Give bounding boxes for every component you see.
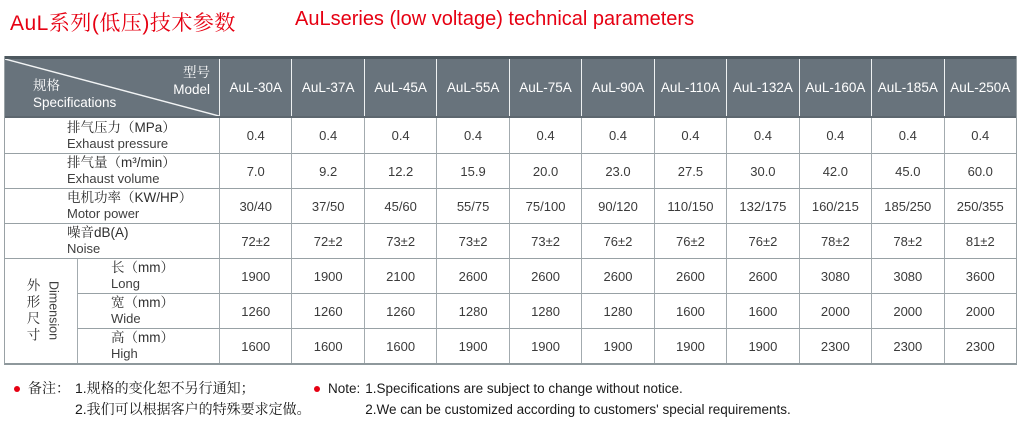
value-cell: 1280 [581,293,653,328]
value-cell: 7.0 [219,153,291,188]
model-header-cell: AuL-45A [364,59,436,116]
value-cell: 2300 [871,328,943,363]
note-en-lines [365,378,791,420]
value-cell: 1900 [581,328,653,363]
value-cell: 0.4 [799,118,871,153]
value-cell: 185/250 [871,188,943,223]
model-header-cell: AuL-90A [581,59,653,116]
value-cell: 27.5 [654,153,726,188]
value-cell: 2000 [944,293,1016,328]
dimension-sub-label [77,328,219,363]
value-cell: 0.4 [944,118,1016,153]
value-cell: 132/175 [726,188,798,223]
row-label-zh: 排气量（m³/min） [67,155,176,170]
value-cell: 72±2 [219,223,291,258]
value-cell: 76±2 [726,223,798,258]
row-label-zh: 宽（mm） [111,295,174,310]
row-label [5,153,219,188]
row-label-en: High [111,346,138,361]
model-header-cell: AuL-185A [871,59,943,116]
dimension-label-zh: 外形尺寸 [24,278,40,344]
note-zh-label: 备注： [28,380,70,396]
value-cell: 1900 [509,328,581,363]
value-cell: 0.4 [364,118,436,153]
model-header-cell: AuL-75A [509,59,581,116]
value-cell: 1600 [219,328,291,363]
dimension-sub-label [77,293,219,328]
model-header-cell: AuL-30A [219,59,291,116]
corner-spec-zh: 规格 [33,78,60,93]
corner-spec-en: Specifications [33,95,117,110]
value-cell: 9.2 [291,153,363,188]
value-cell: 1900 [726,328,798,363]
value-cell: 73±2 [436,223,508,258]
bullet-icon [314,386,320,392]
value-cell: 3600 [944,258,1016,293]
value-cell: 0.4 [436,118,508,153]
spec-table [4,56,1017,365]
value-cell: 30.0 [726,153,798,188]
value-cell: 0.4 [509,118,581,153]
corner-spec-label [33,77,116,111]
row-label-zh: 长（mm） [111,260,174,275]
value-cell: 45/60 [364,188,436,223]
dimension-group-label [5,258,77,363]
value-cell: 81±2 [944,223,1016,258]
value-cell: 2000 [799,293,871,328]
row-label-en: Motor power [67,206,140,221]
value-cell: 0.4 [291,118,363,153]
value-cell: 20.0 [509,153,581,188]
value-cell: 2300 [944,328,1016,363]
value-cell: 78±2 [871,223,943,258]
value-cell: 250/355 [944,188,1016,223]
value-cell: 2600 [436,258,508,293]
row-label-zh: 排气压力（MPa） [67,119,176,135]
corner-model-zh: 型号 [183,65,210,80]
value-cell: 2600 [726,258,798,293]
value-cell: 0.4 [871,118,943,153]
model-header-cell: AuL-160A [799,59,871,116]
row-label-zh: 噪音dB(A) [67,225,129,240]
row-label-en: Wide [111,311,141,326]
value-cell: 0.4 [726,118,798,153]
note-zh-lines [75,378,311,420]
value-cell: 3080 [871,258,943,293]
value-cell: 2600 [581,258,653,293]
value-cell: 1600 [654,293,726,328]
row-label-en: Exhaust pressure [67,135,169,151]
dimension-sub-label [77,258,219,293]
value-cell: 45.0 [871,153,943,188]
row-label-en: Exhaust volume [67,171,160,186]
row-label [5,223,219,258]
value-cell: 1600 [364,328,436,363]
value-cell: 15.9 [436,153,508,188]
value-cell: 42.0 [799,153,871,188]
note-zh [14,378,311,420]
value-cell: 75/100 [509,188,581,223]
value-cell: 110/150 [654,188,726,223]
value-cell: 1260 [219,293,291,328]
page-title-en: AuLseries (low voltage) technical parameters [295,8,695,30]
row-label-en: Noise [67,241,101,256]
value-cell: 76±2 [654,223,726,258]
note-zh-line-1: 1.规格的变化恕不另行通知； [75,380,255,396]
note-zh-line-2: 2.我们可以根据客户的特殊要求定做。 [75,401,311,417]
value-cell: 1900 [436,328,508,363]
model-header-cell: AuL-55A [436,59,508,116]
row-label [5,188,219,223]
value-cell: 1900 [654,328,726,363]
value-cell: 160/215 [799,188,871,223]
value-cell: 60.0 [944,153,1016,188]
value-cell: 2000 [871,293,943,328]
value-cell: 12.2 [364,153,436,188]
row-label-en: Long [111,276,140,291]
value-cell: 1600 [726,293,798,328]
table-body [5,118,1016,363]
value-cell: 2300 [799,328,871,363]
value-cell: 1260 [364,293,436,328]
value-cell: 73±2 [509,223,581,258]
row-label [5,118,219,153]
corner-model-label [173,64,210,98]
value-cell: 1600 [291,328,363,363]
value-cell: 1280 [436,293,508,328]
table-corner-cell [5,59,219,116]
model-header-cell: AuL-250A [944,59,1016,116]
value-cell: 1900 [219,258,291,293]
model-header-cell: AuL-37A [291,59,363,116]
row-label-zh: 电机功率（KW/HP） [67,190,193,205]
value-cell: 23.0 [581,153,653,188]
value-cell: 0.4 [219,118,291,153]
value-cell: 73±2 [364,223,436,258]
value-cell: 2100 [364,258,436,293]
value-cell: 55/75 [436,188,508,223]
model-header-cell: AuL-110A [654,59,726,116]
value-cell: 0.4 [654,118,726,153]
note-en-line-1: 1.Specifications are subject to change without notice. [365,381,683,396]
value-cell: 1260 [291,293,363,328]
value-cell: 2600 [654,258,726,293]
value-cell: 3080 [799,258,871,293]
note-en-label: Note: [328,381,361,396]
table-header-row [5,56,1016,118]
value-cell: 78±2 [799,223,871,258]
bullet-icon [14,386,20,392]
value-cell: 90/120 [581,188,653,223]
value-cell: 72±2 [291,223,363,258]
value-cell: 30/40 [219,188,291,223]
row-label-zh: 高（mm） [111,330,174,345]
corner-model-en: Model [173,82,210,97]
note-en-line-2: 2.We can be customized according to customers' special requirements. [365,402,791,417]
value-cell: 1900 [291,258,363,293]
value-cell: 1280 [509,293,581,328]
value-cell: 2600 [509,258,581,293]
dimension-label-en: Dimension [46,281,61,341]
model-header-cell: AuL-132A [726,59,798,116]
note-en [314,378,791,420]
value-cell: 76±2 [581,223,653,258]
value-cell: 0.4 [581,118,653,153]
value-cell: 37/50 [291,188,363,223]
page-title-zh: AuL系列(低压)技术参数 [10,12,236,35]
